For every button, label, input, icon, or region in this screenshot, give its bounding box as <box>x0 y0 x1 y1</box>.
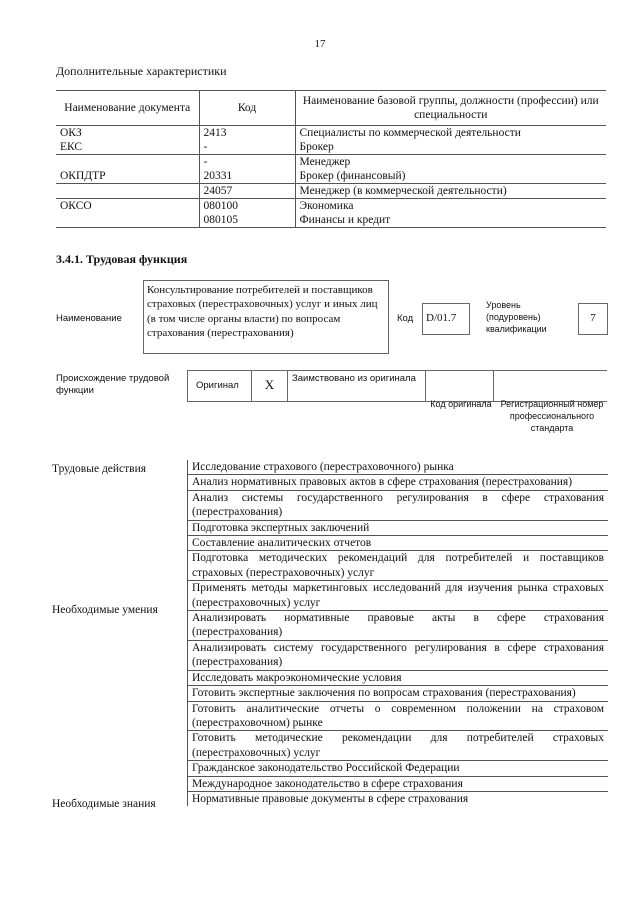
function-name-label: Наименование <box>56 313 122 324</box>
skill-item: Анализировать нормативные правовые акты в сфере страхования (перестрахования) <box>188 611 608 641</box>
skill-item: Применять методы маркетинговых исследований для изучения рынка страховых (перестраховочных) услуг <box>188 581 608 611</box>
code-original-label: Код оригинала <box>430 399 492 409</box>
row-doc: ОКСО <box>60 200 92 212</box>
row-doc <box>56 155 199 170</box>
labor-action-item: Исследование страхового (перестраховочного) рынка <box>188 460 608 475</box>
row-code: 24057 <box>199 184 295 199</box>
function-name: Консультирование потребителей и поставщиков страховых (перестраховочных) услуг и иных лиц (в том числе органы власти) по вопросам страхования (перестрахования) <box>143 280 389 354</box>
row-name: Брокер (финансовый) <box>295 169 606 184</box>
knowledge-label: Необходимые знания <box>52 798 156 810</box>
row-doc <box>56 213 199 228</box>
qualification-level-label: Уровень (подуровень) квалификации <box>486 300 547 334</box>
knowledge-item: Гражданское законодательство Российской Федерации <box>188 761 608 776</box>
row-code: 080100 <box>199 199 295 214</box>
labor-action-item: Анализ нормативных правовых актов в сфере страхования (перестрахования) <box>188 475 608 490</box>
skill-item: Готовить экспертные заключения по вопросам страхования (перестрахования) <box>188 686 608 701</box>
table-header-row <box>56 91 606 126</box>
labor-action-item: Составление аналитических отчетов <box>188 536 608 551</box>
origin-reg-cell <box>493 371 607 401</box>
origin-original: Оригинал <box>187 371 251 401</box>
row-name: Менеджер <box>299 156 351 168</box>
row-name: Менеджер (в коммерческой деятельности) <box>295 184 606 199</box>
header-doc-name: Наименование документа <box>56 91 199 126</box>
row-doc: ОКПДТР <box>56 169 199 184</box>
row-code: 2413 <box>199 126 295 141</box>
labor-actions-label: Трудовые действия <box>52 463 147 475</box>
labor-action-item: Анализ системы государственного регулирования в сфере страхования (перестрахования) <box>188 491 608 521</box>
function-code: D/01.7 <box>422 303 470 335</box>
labor-action-item: Подготовка методических рекомендаций для потребителей и поставщиков страховых (перестраховочных) услуг <box>188 551 608 581</box>
table-row <box>56 169 606 184</box>
row-code: 080105 <box>199 213 295 228</box>
qualification-level: 7 <box>578 303 608 335</box>
row-name: Экономика <box>299 200 354 212</box>
row-doc: ЕКС <box>56 140 199 155</box>
skill-item: Исследовать макроэкономические условия <box>188 671 608 686</box>
origin-label: Происхождение трудовой функции <box>56 373 170 396</box>
row-name: Финансы и кредит <box>295 213 606 228</box>
row-doc <box>56 184 199 199</box>
header-code: Код <box>199 91 295 126</box>
table-row <box>56 199 606 214</box>
table-row <box>56 213 606 228</box>
page-number: 17 <box>314 38 326 50</box>
skill-item: Готовить методические рекомендации для потребителей страховых (перестраховочных) услуг <box>188 731 608 761</box>
classifier-table <box>56 90 606 228</box>
skill-item: Анализировать систему государственного регулирования в сфере страхования (перестрахования) <box>188 641 608 671</box>
row-name: Брокер <box>295 140 606 155</box>
row-doc: ОКЗ <box>60 127 82 139</box>
knowledge-item: Международное законодательство в сфере страхования <box>188 777 608 792</box>
origin-code-cell <box>425 371 493 401</box>
table-row <box>56 155 606 170</box>
function-code-label: Код <box>397 313 414 324</box>
knowledge-item: Нормативные правовые документы в сфере страхования <box>192 792 469 805</box>
row-name: Специалисты по коммерческой деятельности <box>299 127 521 139</box>
registration-number-label: Регистрационный номер профессионального стандарта <box>500 399 604 433</box>
skills-label: Необходимые умения <box>52 604 158 616</box>
origin-borrowed: Заимствовано из оригинала <box>287 371 425 401</box>
section-title: Дополнительные характеристики <box>56 64 227 78</box>
table-row <box>56 126 606 141</box>
row-code: - <box>199 155 295 170</box>
row-code: - <box>199 140 295 155</box>
table-row <box>56 140 606 155</box>
skill-item: Готовить аналитические отчеты о современном положении на страховом (перестраховочном) рынке <box>188 702 608 732</box>
origin-mark: X <box>251 371 287 401</box>
table-row <box>56 184 606 199</box>
row-code: 20331 <box>199 169 295 184</box>
function-title: 3.4.1. Трудовая функция <box>56 252 188 266</box>
labor-action-item: Подготовка экспертных заключений <box>188 521 608 536</box>
details-column <box>187 460 608 806</box>
header-group-name: Наименование базовой группы, должности (профессии) или специальности <box>295 91 606 126</box>
